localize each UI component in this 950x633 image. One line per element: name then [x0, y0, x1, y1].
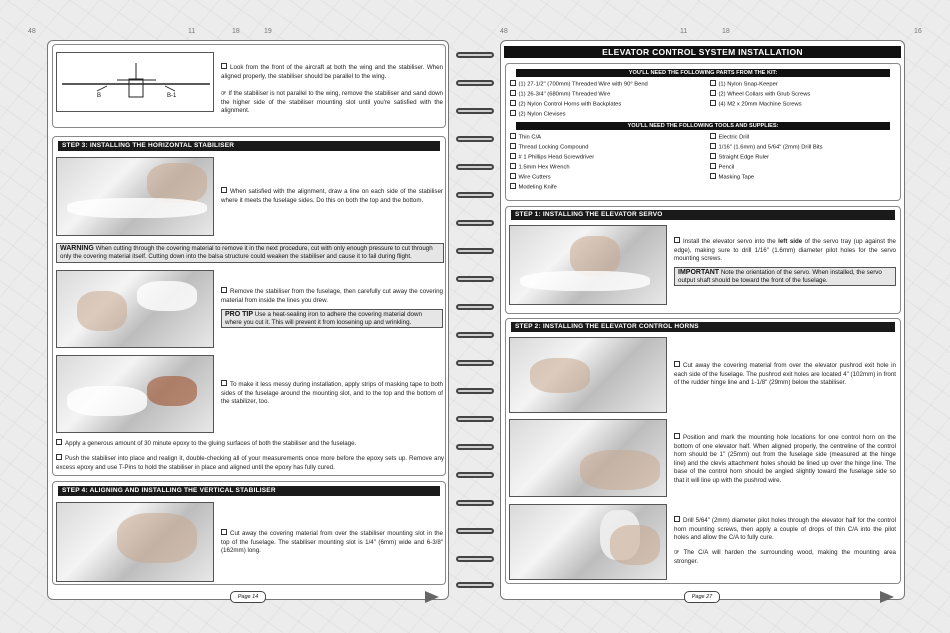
list-item: Electric Drill [710, 133, 895, 143]
list-item: Pencil [710, 163, 895, 173]
list-item: (4) M2 x 20mm Machine Screws [710, 100, 895, 110]
step-3-photo-2 [56, 270, 214, 348]
list-item: (2) Nylon Control Horns with Backplates [510, 100, 705, 110]
parts-header: YOU'LL NEED THE FOLLOWING PARTS FROM THE KIT: [516, 69, 890, 77]
parts-tools-section [505, 63, 901, 201]
list-item: 1.5mm Hex Wrench [510, 163, 705, 173]
tools-list-right [710, 133, 895, 183]
step-3-photo-1 [56, 157, 214, 236]
map-label: 11 [680, 28, 688, 35]
tip-text: ☞ If the stabiliser is not parallel to the wing, remove the stabiliser and sand down the higher side of the stabiliser mounting slot until you're satisfied with the alignment. [221, 90, 443, 115]
step-4-photo [56, 502, 214, 582]
instruction-text: Position and mark the mounting hole locations for one control horn on the bottom of one elevator half. When aligned properly, the centreline of the control horn should be 1" (25mm) out from the fuselage side (measured at the hinge line) and the clevis attachment holes should be lined up over the hinge line. The base of the control horn should be angled slightly toward the fuselage side so that it will line up with the pushrod wire. [674, 434, 896, 484]
instruction-text: Cut away the covering material from over the elevator pushrod exit hole in each side of the fuselage. The pushrod exit holes are located 4" (102mm) in front of the rudder hinge line and 1-1/8" (29mm) below the stabiliser. [674, 362, 896, 387]
parts-list-right [710, 80, 895, 110]
binding-rings [452, 42, 498, 602]
tip-text: ☞ The C/A will harden the surrounding wood, making the mounting area stronger. [674, 549, 896, 565]
step-4-section [52, 481, 446, 585]
step-1-photo [509, 225, 667, 305]
list-item: (2) Nylon Clevises [510, 110, 705, 120]
alignment-diagram [56, 52, 214, 112]
page-number-left: Page 14 [230, 591, 266, 603]
step-1-header: STEP 1: INSTALLING THE ELEVATOR SERVO [511, 210, 895, 220]
next-arrow-icon [425, 591, 439, 603]
list-item: # 1 Phillips Head Screwdriver [510, 153, 705, 163]
warning-box: WARNING When cutting through the covering material to remove it in the next procedure, cut with only enough pressure to cut through only the covering material itself. Cutting down into the balsa structure could weaken the stabiliser and cause it to fail during flight. [56, 243, 444, 263]
step-2-photo-3 [509, 504, 667, 580]
list-item: Thin C/A [510, 133, 705, 143]
map-label: 16 [914, 28, 922, 35]
left-page [47, 40, 449, 600]
aircraft-front-view-diagram [57, 53, 214, 112]
important-box: IMPORTANT Note the orientation of the servo. When installed, the servo output shaft should be toward the front of the fuselage. [674, 267, 896, 286]
right-page [500, 40, 905, 600]
instruction-text: When satisfied with the alignment, draw a line on each side of the stabiliser where it meets the fuselage sides. Do this on both the top and the bottom. [221, 188, 443, 204]
step-3-section [52, 136, 446, 476]
tools-header: YOU'LL NEED THE FOLLOWING TOOLS AND SUPPLIES: [516, 122, 890, 130]
map-label: 18 [232, 28, 240, 35]
instruction-text: Push the stabiliser into place and realign it, double-checking all of your measurements once more before the epoxy sets up. Remove any excess epoxy and use T-Pins to hold the stabiliser in place and aligned until the epoxy has fully cured. [56, 455, 444, 471]
map-label: 18 [722, 28, 730, 35]
instruction-text: To make it less messy during installation, apply strips of masking tape to both sides of the fuselage around the mounting slot, and to the top and the bottom of the stabilizer, too. [221, 381, 443, 406]
list-item: (2) Wheel Collars with Grub Screws [710, 90, 895, 100]
alignment-section [52, 44, 446, 128]
map-label: 48 [28, 28, 36, 35]
instruction-text: Cut away the covering material from over the stabiliser mounting slot in the top of the fuselage. The stabiliser mounting slot is 1/4" (6mm) wide and 6-3/8" (162mm) long. [221, 530, 443, 555]
page-title: ELEVATOR CONTROL SYSTEM INSTALLATION [504, 46, 901, 58]
tools-list-left [510, 133, 705, 193]
step-2-header: STEP 2: INSTALLING THE ELEVATOR CONTROL HORNS [511, 322, 895, 332]
page-number-right: Page 27 [684, 591, 720, 603]
instruction-text: Apply a generous amount of 30 minute epoxy to the gluing surfaces of both the stabiliser and the fuselage. [56, 439, 444, 449]
step-3-header: STEP 3: INSTALLING THE HORIZONTAL STABILISER [58, 141, 440, 151]
list-item: (1) 27-1/2" (700mm) Threaded Wire with 90° Bend [510, 80, 705, 90]
instruction-text: Look from the front of the aircraft at both the wing and the stabiliser. When aligned properly, the stabiliser should be parallel to the wing. [221, 64, 443, 80]
list-item: (1) Nylon Snap-Keeper [710, 80, 895, 90]
diagram-label-b1: B-1 [167, 93, 177, 99]
list-item: Straight Edge Ruler [710, 153, 895, 163]
pro-tip-box: PRO TIP Use a heat-sealing iron to adhere the covering material down where you cut it. This will prevent it from loosening up and wrinkling. [221, 309, 443, 328]
step-2-section [505, 318, 901, 584]
step-1-section [505, 206, 901, 314]
step-3-photo-3 [56, 355, 214, 433]
list-item: (1) 26-3/4" (680mm) Threaded Wire [510, 90, 705, 100]
map-label: 48 [500, 28, 508, 35]
list-item: Modeling Knife [510, 183, 705, 193]
step-2-photo-2 [509, 419, 667, 497]
map-label: 19 [264, 28, 272, 35]
instruction-text: Drill 5/64" (2mm) diameter pilot holes through the elevator half for the control horn mounting screws, then apply a couple of drops of thin C/A into the pilot holes and allow the C/A to fully cure. [674, 517, 896, 542]
list-item: Masking Tape [710, 173, 895, 183]
list-item: 1/16" (1.6mm) and 5/64" (2mm) Drill Bits [710, 143, 895, 153]
next-arrow-icon [880, 591, 894, 603]
instruction-text: Install the elevator servo into the left side of the servo tray (up against the edge), making sure to drill 1/16" (1.6mm) diameter pilot holes for the servo mounting screws. [674, 238, 896, 263]
step-2-photo-1 [509, 337, 667, 413]
diagram-label-b: B [97, 93, 102, 99]
instruction-text: Remove the stabiliser from the fuselage, then carefully cut away the covering material from inside the lines you drew. [221, 288, 443, 304]
step-4-header: STEP 4: ALIGNING AND INSTALLING THE VERTICAL STABILISER [58, 486, 440, 496]
map-label: 11 [188, 28, 196, 35]
parts-list-left [510, 80, 705, 120]
list-item: Thread Locking Compound [510, 143, 705, 153]
list-item: Wire Cutters [510, 173, 705, 183]
